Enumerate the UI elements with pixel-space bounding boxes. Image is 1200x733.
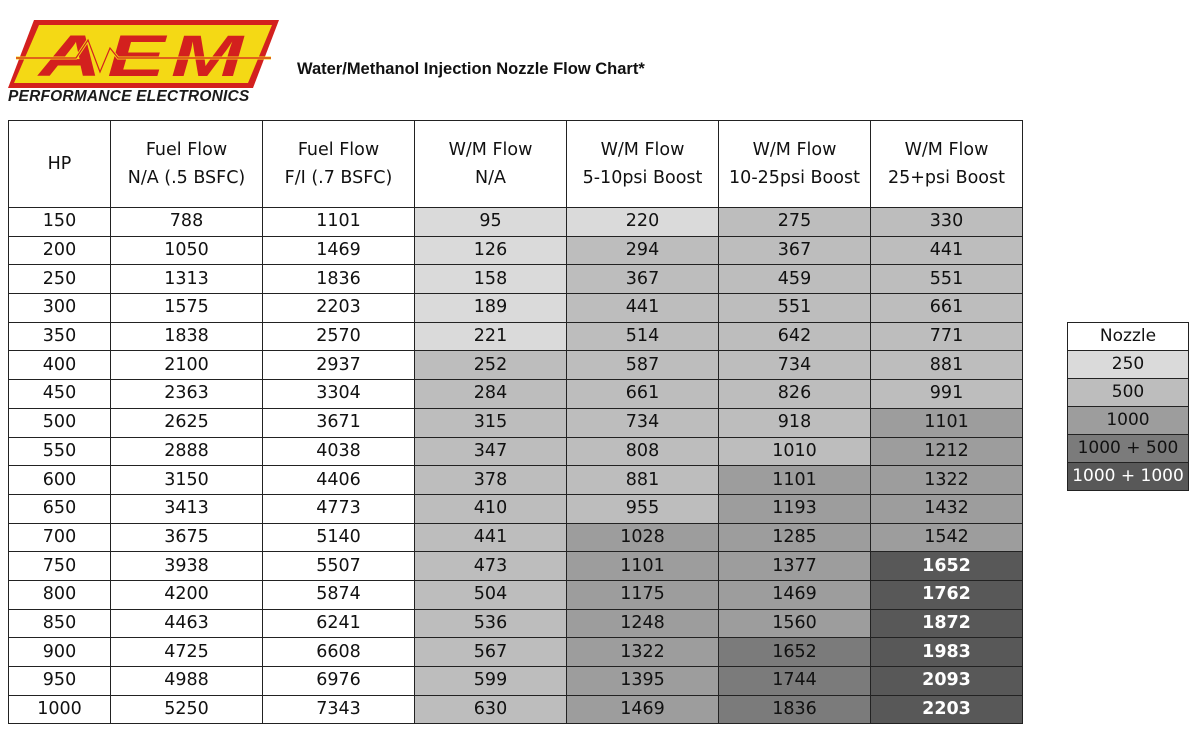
table-cell: 734 (567, 408, 719, 437)
table-cell: 900 (9, 638, 111, 667)
column-header-line: W/M Flow (752, 140, 837, 160)
table-row (9, 667, 1023, 696)
table-cell: 1652 (719, 638, 871, 667)
table-cell: 367 (719, 236, 871, 265)
column-header-line: 5-10psi Boost (582, 168, 703, 188)
table-cell: 826 (719, 380, 871, 409)
table-cell: 630 (415, 695, 567, 724)
table-cell: 567 (415, 638, 567, 667)
table-cell: 6976 (263, 667, 415, 696)
column-header-line: 10-25psi Boost (729, 168, 860, 188)
table-cell: 2363 (111, 380, 263, 409)
table-cell: 1212 (871, 437, 1023, 466)
column-header-line: W/M Flow (448, 140, 533, 160)
table-cell: 4406 (263, 466, 415, 495)
brand-text: PERFORMANCE ELECTRONICS (8, 88, 250, 105)
table-cell: 599 (415, 667, 567, 696)
table-cell: 347 (415, 437, 567, 466)
table-cell: 881 (567, 466, 719, 495)
table-cell: 4773 (263, 494, 415, 523)
table-row (9, 322, 1023, 351)
table-cell: 4988 (111, 667, 263, 696)
table-cell: 661 (567, 380, 719, 409)
table-cell: 315 (415, 408, 567, 437)
table-cell: 991 (871, 380, 1023, 409)
table-cell: 771 (871, 322, 1023, 351)
table-cell: 3150 (111, 466, 263, 495)
table-row (9, 351, 1023, 380)
table-cell: 650 (9, 494, 111, 523)
table-cell: 1469 (263, 236, 415, 265)
table-cell: 1175 (567, 580, 719, 609)
legend-item: 1000 + 500 (1068, 435, 1189, 463)
legend-item: 1000 (1068, 407, 1189, 435)
table-body (9, 208, 1023, 724)
table-cell: 1101 (263, 208, 415, 237)
table-cell: 2937 (263, 351, 415, 380)
table-cell: 1000 (9, 695, 111, 724)
column-header-line: 25+psi Boost (888, 168, 1005, 188)
table-cell: 5507 (263, 552, 415, 581)
table-cell: 275 (719, 208, 871, 237)
table-cell: 1101 (719, 466, 871, 495)
table-cell: 150 (9, 208, 111, 237)
table-cell: 500 (9, 408, 111, 437)
table-cell: 284 (415, 380, 567, 409)
table-cell: 800 (9, 580, 111, 609)
table-cell: 1652 (871, 552, 1023, 581)
table-cell: 2625 (111, 408, 263, 437)
table-cell: 5140 (263, 523, 415, 552)
table-row (9, 236, 1023, 265)
column-header (871, 121, 1023, 208)
table-cell: 3938 (111, 552, 263, 581)
table-cell: 3413 (111, 494, 263, 523)
table-cell: 750 (9, 552, 111, 581)
table-cell: 3304 (263, 380, 415, 409)
table-cell: 600 (9, 466, 111, 495)
table-cell: 1248 (567, 609, 719, 638)
table-row (9, 466, 1023, 495)
column-header (567, 121, 719, 208)
table-cell: 1010 (719, 437, 871, 466)
table-cell: 5874 (263, 580, 415, 609)
table-cell: 661 (871, 294, 1023, 323)
table-cell: 1377 (719, 552, 871, 581)
table-cell: 950 (9, 667, 111, 696)
table-cell: 2203 (263, 294, 415, 323)
table-cell: 1469 (567, 695, 719, 724)
table-cell: 1101 (871, 408, 1023, 437)
column-header-line: HP (47, 154, 72, 174)
table-cell: 1872 (871, 609, 1023, 638)
column-header (263, 121, 415, 208)
table-cell: 918 (719, 408, 871, 437)
table-cell: 367 (567, 265, 719, 294)
column-header-line: Fuel Flow (297, 140, 380, 160)
table-row (9, 695, 1023, 724)
table-cell: 788 (111, 208, 263, 237)
table-cell: 1542 (871, 523, 1023, 552)
table-row (9, 494, 1023, 523)
table-cell: 1050 (111, 236, 263, 265)
table-cell: 881 (871, 351, 1023, 380)
table-cell: 1432 (871, 494, 1023, 523)
table-cell: 2570 (263, 322, 415, 351)
table-cell: 1193 (719, 494, 871, 523)
table-cell: 700 (9, 523, 111, 552)
table-cell: 1836 (719, 695, 871, 724)
table-cell: 400 (9, 351, 111, 380)
table-cell: 6608 (263, 638, 415, 667)
table-cell: 1313 (111, 265, 263, 294)
legend-item: 500 (1068, 379, 1189, 407)
column-header-line: N/A (.5 BSFC) (127, 168, 246, 188)
table-cell: 1575 (111, 294, 263, 323)
table-cell: 441 (415, 523, 567, 552)
table-cell: 1560 (719, 609, 871, 638)
table-cell: 95 (415, 208, 567, 237)
table-cell: 220 (567, 208, 719, 237)
table-row (9, 580, 1023, 609)
table-cell: 1028 (567, 523, 719, 552)
nozzle-legend (1067, 322, 1189, 491)
table-row (9, 638, 1023, 667)
table-cell: 551 (871, 265, 1023, 294)
table-cell: 1469 (719, 580, 871, 609)
table-cell: 550 (9, 437, 111, 466)
table-header-row (9, 121, 1023, 208)
table-row (9, 208, 1023, 237)
table-cell: 1322 (567, 638, 719, 667)
page-title: Water/Methanol Injection Nozzle Flow Chart* (297, 60, 645, 78)
column-header-line: F/I (.7 BSFC) (284, 168, 393, 188)
table-cell: 587 (567, 351, 719, 380)
column-header (719, 121, 871, 208)
table-cell: 1395 (567, 667, 719, 696)
table-row (9, 609, 1023, 638)
table-cell: 473 (415, 552, 567, 581)
column-header (415, 121, 567, 208)
table-cell: 300 (9, 294, 111, 323)
table-cell: 294 (567, 236, 719, 265)
table-cell: 7343 (263, 695, 415, 724)
table-cell: 3675 (111, 523, 263, 552)
table-row (9, 265, 1023, 294)
table-cell: 410 (415, 494, 567, 523)
table-cell: 808 (567, 437, 719, 466)
table-cell: 378 (415, 466, 567, 495)
legend-item: 1000 + 1000 (1068, 463, 1189, 491)
table-cell: 6241 (263, 609, 415, 638)
table-cell: 441 (871, 236, 1023, 265)
table-cell: 189 (415, 294, 567, 323)
column-header-line: N/A (475, 168, 506, 188)
logo-text: AEM (36, 24, 249, 89)
table-cell: 2093 (871, 667, 1023, 696)
table-cell: 1101 (567, 552, 719, 581)
table-row (9, 437, 1023, 466)
table-cell: 158 (415, 265, 567, 294)
table-cell: 642 (719, 322, 871, 351)
table-cell: 252 (415, 351, 567, 380)
table-cell: 551 (719, 294, 871, 323)
table-cell: 1762 (871, 580, 1023, 609)
table-row (9, 523, 1023, 552)
table-cell: 4038 (263, 437, 415, 466)
table-cell: 1744 (719, 667, 871, 696)
table-cell: 250 (9, 265, 111, 294)
table-cell: 1983 (871, 638, 1023, 667)
table-cell: 330 (871, 208, 1023, 237)
table-cell: 1322 (871, 466, 1023, 495)
table-cell: 441 (567, 294, 719, 323)
table-cell: 536 (415, 609, 567, 638)
column-header-line: W/M Flow (904, 140, 989, 160)
table-row (9, 552, 1023, 581)
table-row (9, 380, 1023, 409)
table-cell: 514 (567, 322, 719, 351)
table-cell: 2888 (111, 437, 263, 466)
legend-header: Nozzle (1068, 323, 1189, 351)
table-cell: 450 (9, 380, 111, 409)
table-cell: 4463 (111, 609, 263, 638)
table-cell: 3671 (263, 408, 415, 437)
table-cell: 850 (9, 609, 111, 638)
table-cell: 4725 (111, 638, 263, 667)
column-header (9, 121, 111, 208)
table-row (9, 408, 1023, 437)
table-cell: 126 (415, 236, 567, 265)
column-header-line: Fuel Flow (145, 140, 228, 160)
table-cell: 350 (9, 322, 111, 351)
column-header-line: W/M Flow (600, 140, 685, 160)
table-cell: 459 (719, 265, 871, 294)
table-cell: 5250 (111, 695, 263, 724)
table-cell: 1836 (263, 265, 415, 294)
table-cell: 221 (415, 322, 567, 351)
column-header (111, 121, 263, 208)
table-cell: 2100 (111, 351, 263, 380)
table-cell: 955 (567, 494, 719, 523)
table-cell: 504 (415, 580, 567, 609)
flow-table (8, 120, 1023, 724)
table-cell: 734 (719, 351, 871, 380)
table-cell: 1285 (719, 523, 871, 552)
table-cell: 200 (9, 236, 111, 265)
table-cell: 2203 (871, 695, 1023, 724)
legend-item: 250 (1068, 351, 1189, 379)
table-cell: 4200 (111, 580, 263, 609)
table-cell: 1838 (111, 322, 263, 351)
table-row (9, 294, 1023, 323)
